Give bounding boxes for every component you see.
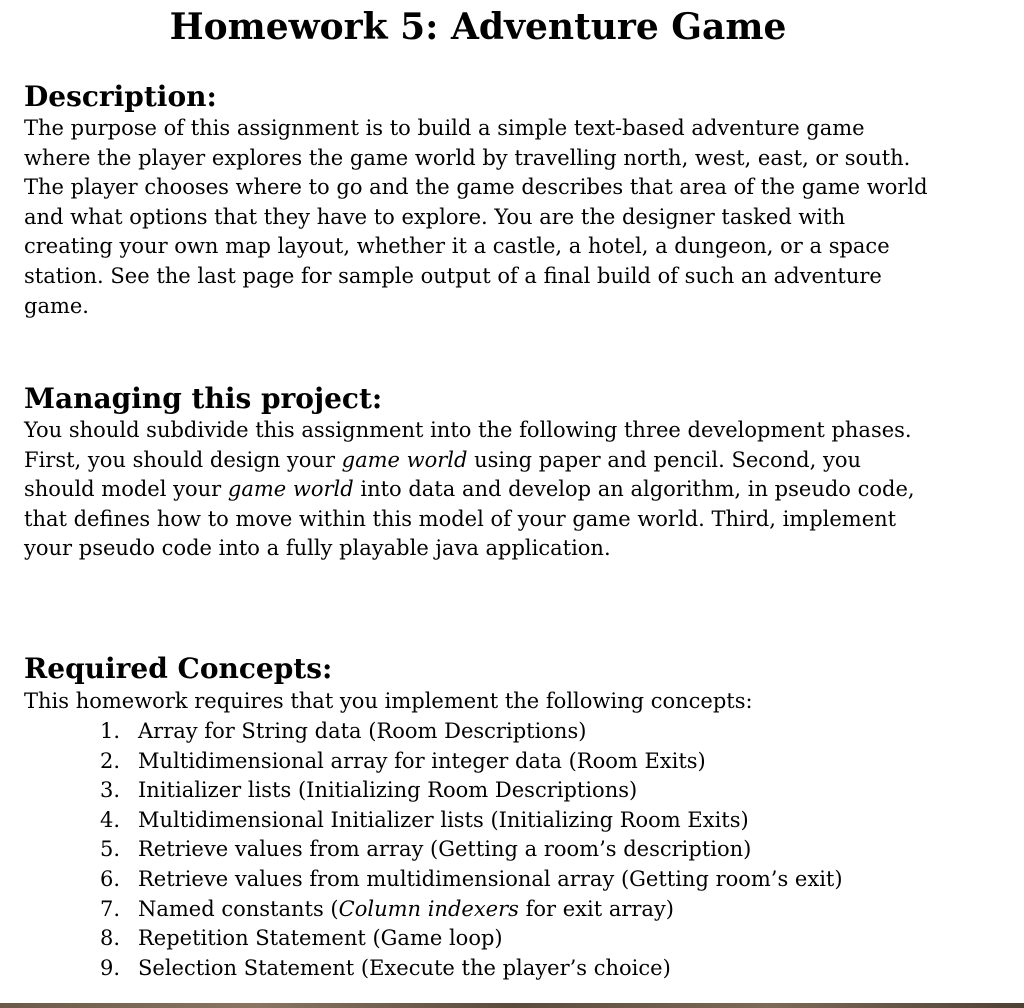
list-item xyxy=(100,806,843,836)
managing-text: using paper and pencil. Second, you xyxy=(467,447,862,472)
list-number: 3. xyxy=(100,778,121,803)
list-emphasis: Column indexers xyxy=(338,896,519,921)
list-text: Retrieve values from array (Getting a room’s description) xyxy=(138,837,752,862)
list-item xyxy=(100,865,843,895)
list-item xyxy=(100,717,843,747)
list-text: Initializer lists (Initializing Room Descriptions) xyxy=(138,778,638,803)
managing-line xyxy=(24,446,984,476)
list-item xyxy=(100,835,843,865)
description-line: where the player explores the game world by travelling north, west, east, or south. xyxy=(24,145,911,170)
description-line: station. See the last page for sample output of a final build of such an adventure xyxy=(24,263,882,288)
list-text: Multidimensional array for integer data (Room Exits) xyxy=(138,748,706,773)
page-title: Homework 5: Adventure Game xyxy=(169,6,787,48)
description-line: The purpose of this assignment is to build a simple text-based adventure game xyxy=(24,116,865,140)
bottom-image-strip xyxy=(0,1003,1024,1008)
managing-line: You should subdivide this assignment into the following three development phases. xyxy=(24,418,912,442)
list-text: Selection Statement (Execute the player’s choice) xyxy=(138,955,671,980)
list-item xyxy=(100,776,843,806)
list-number: 4. xyxy=(100,807,121,832)
managing-text: First, you should design your xyxy=(24,447,342,472)
list-number: 2. xyxy=(100,748,121,773)
managing-line xyxy=(24,475,984,505)
list-number: 8. xyxy=(100,926,121,951)
list-number: 6. xyxy=(100,866,121,891)
list-item xyxy=(100,924,843,954)
managing-line: your pseudo code into a fully playable java application. xyxy=(24,536,611,561)
list-text: Repetition Statement (Game loop) xyxy=(138,926,503,951)
description-heading: Description: xyxy=(24,80,217,113)
list-text: Named constants ( xyxy=(138,896,339,921)
list-text: Multidimensional Initializer lists (Initializing Room Exits) xyxy=(138,807,749,832)
description-line: The player chooses where to go and the game describes that area of the game world xyxy=(24,175,928,200)
managing-line: that defines how to move within this model of your game world. Third, implement xyxy=(24,506,897,531)
required-intro: This homework requires that you implement the following concepts: xyxy=(24,689,753,713)
list-text: Retrieve values from multidimensional array (Getting room’s exit) xyxy=(138,866,843,891)
list-number: 9. xyxy=(100,955,121,980)
managing-emphasis: game world xyxy=(227,477,354,502)
list-number: 1. xyxy=(100,719,121,743)
list-text: Array for String data (Room Descriptions) xyxy=(138,719,587,743)
list-text: for exit array) xyxy=(518,896,674,921)
description-paragraph xyxy=(24,114,984,321)
list-number: 5. xyxy=(100,837,121,862)
list-item xyxy=(100,954,843,984)
list-number: 7. xyxy=(100,896,121,921)
description-line: and what options that they have to explore. You are the designer tasked with xyxy=(24,204,846,229)
managing-paragraph xyxy=(24,416,984,564)
managing-text: should model your xyxy=(24,477,228,502)
managing-heading: Managing this project: xyxy=(24,382,383,415)
concepts-list xyxy=(100,717,843,983)
list-item xyxy=(100,747,843,777)
description-line: game. xyxy=(24,293,89,318)
list-item xyxy=(100,895,843,925)
managing-text: into data and develop an algorithm, in pseudo code, xyxy=(353,477,915,502)
description-line: creating your own map layout, whether it a castle, a hotel, a dungeon, or a space xyxy=(24,234,890,259)
required-heading: Required Concepts: xyxy=(24,652,333,685)
managing-emphasis: game world xyxy=(341,447,468,472)
